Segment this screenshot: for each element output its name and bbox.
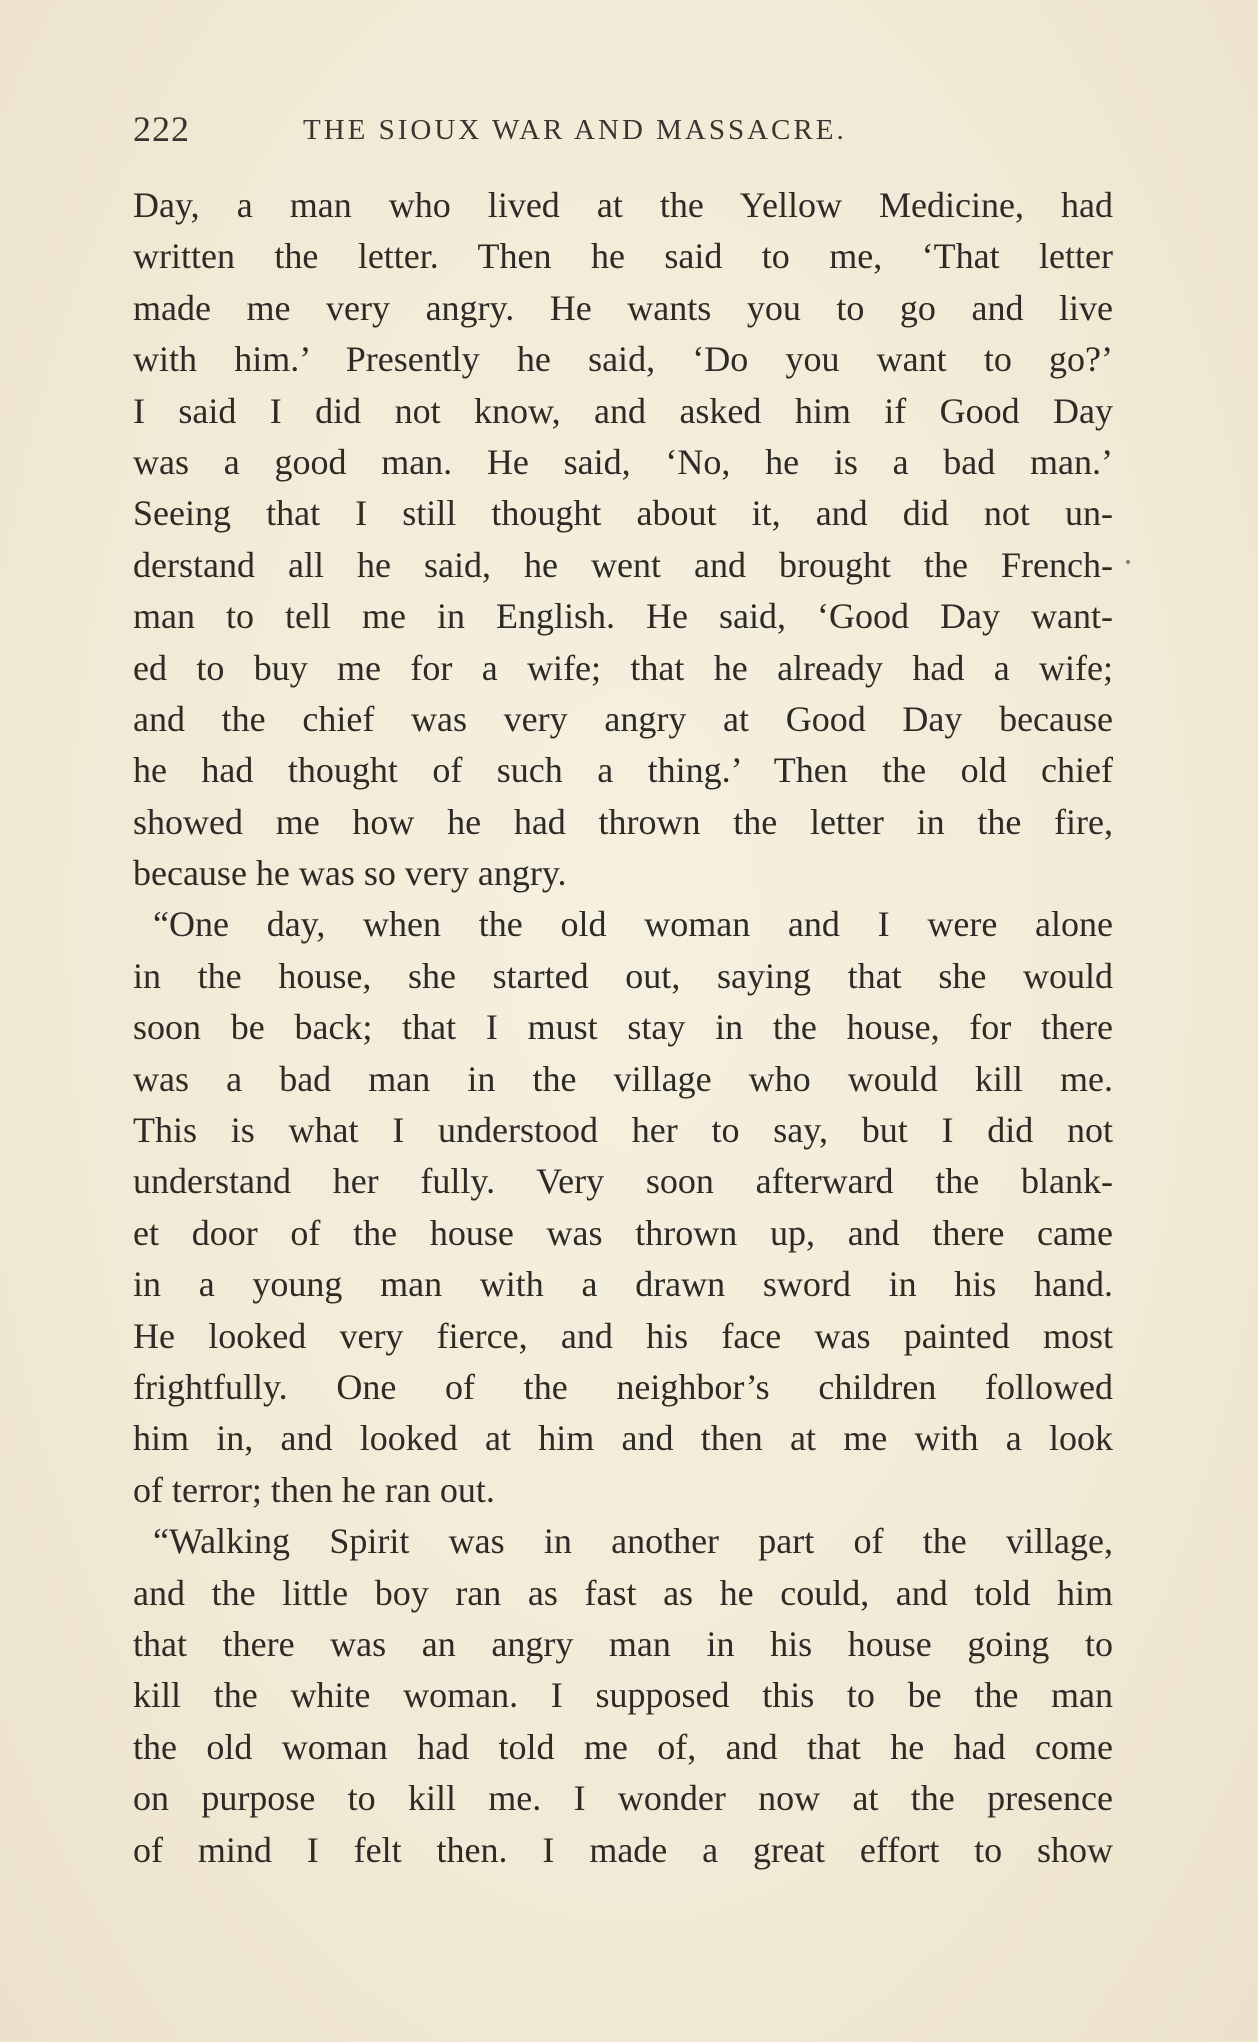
margin-speck: [1126, 560, 1130, 564]
text-line: that there was an angry man in his house going to: [133, 1623, 1113, 1664]
text-line: him in, and looked at him and then at me with a look: [133, 1418, 1113, 1459]
text-line: he had thought of such a thing.’ Then the old chief: [133, 750, 1113, 791]
text-line: Day, a man who lived at the Yellow Medicine, had: [133, 185, 1113, 225]
text-line: the old woman had told me of, and that he had come: [133, 1726, 1113, 1767]
text-line: showed me how he had thrown the letter in the fire,: [133, 801, 1113, 842]
text-line: in the house, she started out, saying that she would: [133, 955, 1113, 996]
text-line: and the chief was very angry at Good Day because: [133, 698, 1113, 739]
text-line: made me very angry. He wants you to go and live: [133, 287, 1113, 328]
running-head: THE SIOUX WAR AND MASSACRE.: [303, 114, 847, 146]
text-line: written the letter. Then he said to me, ‘That letter: [133, 236, 1113, 277]
text-line: in a young man with a drawn sword in his hand.: [133, 1264, 1113, 1305]
paragraph-end-line: of terror; then he ran out.: [133, 1469, 495, 1510]
page-header: [133, 108, 1113, 158]
body-text: [133, 180, 1113, 1876]
text-line: et door of the house was thrown up, and there came: [133, 1212, 1113, 1253]
paragraph-start-line: “Walking Spirit was in another part of the village,: [153, 1521, 1113, 1562]
text-line: with him.’ Presently he said, ‘Do you want to go?’: [133, 339, 1113, 380]
text-line: understand her fully. Very soon afterward the blank-: [133, 1161, 1113, 1202]
page-number: 222: [133, 109, 190, 149]
text-line: soon be back; that I must stay in the house, for there: [133, 1007, 1113, 1048]
text-line: on purpose to kill me. I wonder now at the presence: [133, 1778, 1113, 1819]
text-line: He looked very fierce, and his face was painted most: [133, 1315, 1113, 1356]
text-line: was a bad man in the village who would kill me.: [133, 1058, 1113, 1099]
text-line: I said I did not know, and asked him if Good Day: [133, 390, 1113, 431]
text-line: Seeing that I still thought about it, and did not un-: [133, 493, 1113, 534]
text-line: kill the white woman. I supposed this to be the man: [133, 1675, 1113, 1716]
text-line: was a good man. He said, ‘No, he is a bad man.’: [133, 441, 1113, 482]
text-line: derstand all he said, he went and brought the French-: [133, 544, 1113, 585]
paragraph-end-line: because he was so very angry.: [133, 853, 567, 894]
text-line: man to tell me in English. He said, ‘Good Day want-: [133, 596, 1113, 637]
text-line: ed to buy me for a wife; that he already had a wife;: [133, 647, 1113, 688]
paragraph-start-line: “One day, when the old woman and I were alone: [153, 904, 1113, 945]
text-line: frightfully. One of the neighbor’s children followed: [133, 1366, 1113, 1407]
text-line: of mind I felt then. I made a great effort to show: [133, 1829, 1113, 1870]
text-line: This is what I understood her to say, but I did not: [133, 1110, 1113, 1151]
text-line: and the little boy ran as fast as he could, and told him: [133, 1572, 1113, 1613]
